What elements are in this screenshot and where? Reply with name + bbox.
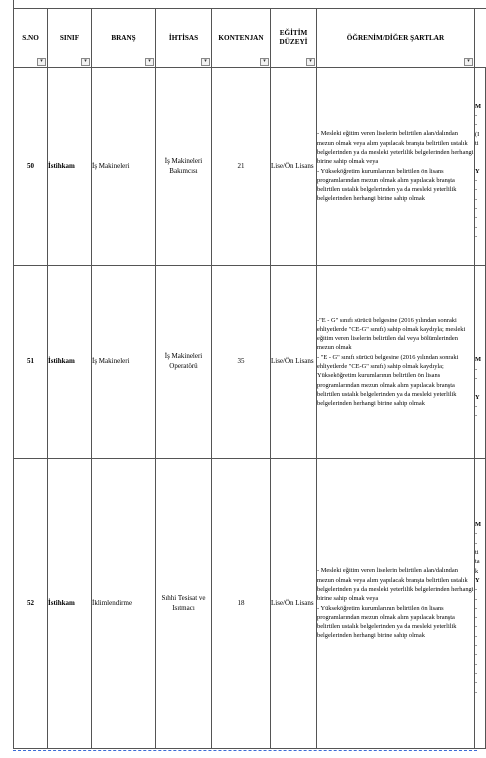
- requirement-text: - Mesleki eğitim veren liselerin belirtilen alan/dalından mezun olmak veya alım yapılacak branşta belirtilen ustalık belgelerinden ya da mesleki yeterlilik belgelerinden herhangi birine sahip olmak veya: [317, 130, 474, 166]
- row-cut-column: M - - ti ta k Y - - - - - - - - - - - -: [475, 459, 486, 749]
- filter-dropdown-icon[interactable]: ▾: [81, 58, 90, 66]
- row-cut-column: M - - Y - -: [475, 266, 486, 459]
- row-brans: İş Makineleri: [92, 266, 156, 459]
- filter-dropdown-icon[interactable]: ▾: [37, 58, 46, 66]
- table-row: [14, 68, 486, 266]
- requirement-text: - Mesleki eğitim veren liselerin belirtilen alan/dalından mezun olmak veya alım yapılacak branşta belirtilen ustalık belgelerinden ya da mesleki yeterlilik belgelerinden herhangi birine sahip olmak veya: [317, 567, 474, 603]
- requirement-text: -"E - G" sınıfı sürücü belgesine (2016 yılından sonraki ehliyetlerde "CE-G" sınıfı) sahip olmak kaydıyla; mesleki eğitim veren liselerin belirtilen dal veya bölümlerinden mezun olmak: [317, 316, 466, 352]
- row-number: 51: [14, 266, 48, 459]
- header-ogrenim-sartlar: ÖĞRENİM/DİĞER ŞARTLAR ▾: [317, 9, 475, 68]
- row-requirements: [317, 266, 475, 459]
- header-sno: S.NO ▾: [14, 9, 48, 68]
- row-number: 50: [14, 68, 48, 266]
- requirement-text: - Yükseköğretim kurumlarının belirtilen ön lisans programlarından mezun olmak alım yapılacak branşta belirtilen ustalık belgelerinden ya da mesleki yeterlilik belgelerinden herhangi birine sahip olmak: [317, 167, 457, 203]
- row-cut-column: M - - (I ti Y - - - - - - -: [475, 68, 486, 266]
- row-egitim: Lise/Ön Lisans: [271, 266, 317, 459]
- header-brans: BRANŞ ▾: [92, 9, 156, 68]
- header-row: [14, 9, 486, 68]
- row-egitim: Lise/Ön Lisans: [271, 459, 317, 749]
- requirement-text: - Yükseköğretim kurumlarının belirtilen ön lisans programlarından mezun olmak alım yapılacak branşta belirtilen ustalık belgelerinden ya da mesleki yeterlilik belgelerinden herhangi birine sahip olmak: [317, 604, 457, 640]
- header-egitim-duzeyi: EĞİTİM DÜZEYİ ▾: [271, 9, 317, 68]
- row-egitim: Lise/Ön Lisans: [271, 68, 317, 266]
- filter-dropdown-icon[interactable]: ▾: [260, 58, 269, 66]
- row-brans: İş Makineleri: [92, 68, 156, 266]
- header-ihtisas: İHTİSAS ▾: [156, 9, 212, 68]
- requirement-text: - "E - G" sınıfı sürücü belgesine (2016 yılından sonraki ehliyetlerde "CE-G" sınıfı) sahip olmak kaydıyla; Yükseköğretim kurumlarının belirtilen ön lisans programlarından mezun olmak alım yapılacak branşta belirtilen ustalık belgelerinden ya da mesleki yeterlilik belgelerinden herhangi birine sahip olmak: [317, 353, 459, 408]
- row-ihtisas: Sıhhi Tesisat ve Isıtmacı: [156, 459, 212, 749]
- header-kontenjan: KONTENJAN ▾: [212, 9, 271, 68]
- row-kontenjan: 21: [212, 68, 271, 266]
- top-border-stub: [13, 0, 14, 8]
- table-row: [14, 459, 486, 749]
- row-requirements: [317, 459, 475, 749]
- filter-dropdown-icon[interactable]: ▾: [145, 58, 154, 66]
- row-ihtisas: İş Makineleri Operatörü: [156, 266, 212, 459]
- table-row: [14, 266, 486, 459]
- row-sinif: İstihkam: [48, 459, 92, 749]
- row-ihtisas: İş Makineleri Bakımcısı: [156, 68, 212, 266]
- row-sinif: İstihkam: [48, 266, 92, 459]
- row-brans: İklimlendirme: [92, 459, 156, 749]
- row-kontenjan: 18: [212, 459, 271, 749]
- row-requirements: [317, 68, 475, 266]
- filter-dropdown-icon[interactable]: ▾: [306, 58, 315, 66]
- page-break-line: [13, 750, 477, 751]
- row-kontenjan: 35: [212, 266, 271, 459]
- filter-dropdown-icon[interactable]: ▾: [201, 58, 210, 66]
- row-sinif: İstihkam: [48, 68, 92, 266]
- recruitment-table: [13, 8, 486, 749]
- filter-dropdown-icon[interactable]: ▾: [464, 58, 473, 66]
- header-cut-column: [475, 9, 486, 68]
- header-sinif: SINIF ▾: [48, 9, 92, 68]
- row-number: 52: [14, 459, 48, 749]
